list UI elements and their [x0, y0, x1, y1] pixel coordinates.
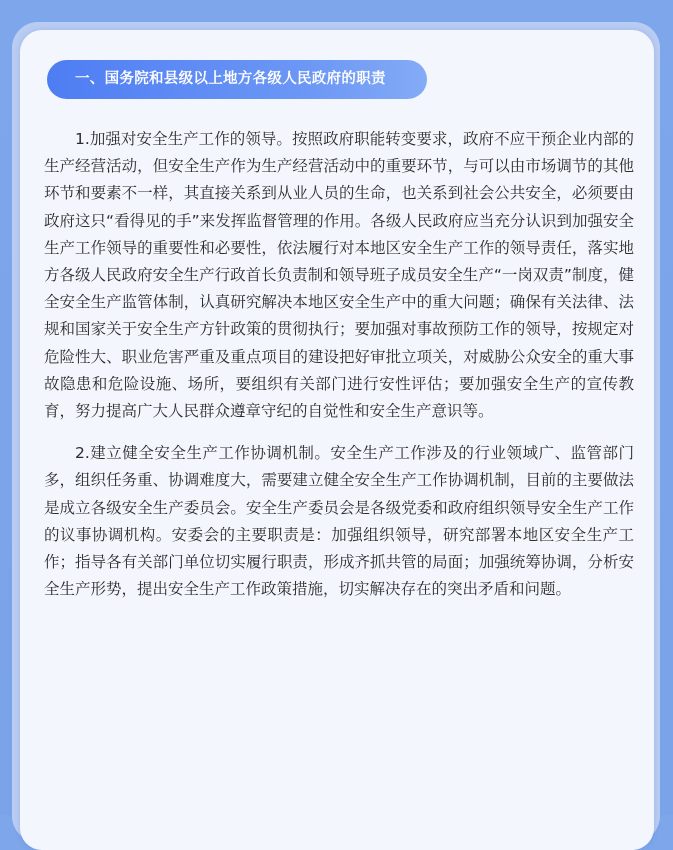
content-card — [20, 30, 654, 850]
paragraph-2: 2.建立健全安全生产工作协调机制。安全生产工作涉及的行业领域广、监管部门多，组织任务重、协调难度大，需要建立健全安全生产工作协调机制，目前的主要做法是成立各级安全生产委员会。安全生产委员会是各级党委和政府组织领导安全生产工作的议事协调机构。安委会的主要职责是：加强组织领导，研究部署本地区安全生产工作；指导各有关部门单位切实履行职责，形成齐抓共管的局面；加强统筹协调，分析安全生产形势，提出安全生产工作政策措施，切实解决存在的突出矛盾和问题。 — [44, 444, 634, 599]
section-heading: 一、国务院和县级以上地方各级人民政府的职责 — [47, 60, 427, 99]
article-body — [44, 126, 634, 618]
paragraph-1: 1.加强对安全生产工作的领导。按照政府职能转变要求，政府不应干预企业内部的生产经营活动，但安全生产作为生产经营活动中的重要环节，与可以由市场调节的其他环节和要素不一样，其直接关系到从业人员的生命，也关系到社会公共安全，必须要由政府这只“看得见的手”来发挥监督管理的作用。各级人民政府应当充分认识到加强安全生产工作领导的重要性和必要性，依法履行对本地区安全生产工作的领导责任，落实地方各级人民政府安全生产行政首长负责制和领导班子成员安全生产“一岗双责”制度，健全安全生产监管体制，认真研究解决本地区安全生产中的重大问题；确保有关法律、法规和国家关于安全生产方针政策的贯彻执行；要加强对事故预防工作的领导，按规定对危险性大、职业危害严重及重点项目的建设把好审批立项关，对威胁公众安全的重大事故隐患和危险设施、场所，要组织有关部门进行安性评估；要加强安全生产的宣传教育，努力提高广大人民群众遵章守纪的自觉性和安全生产意识等。 — [44, 130, 634, 421]
